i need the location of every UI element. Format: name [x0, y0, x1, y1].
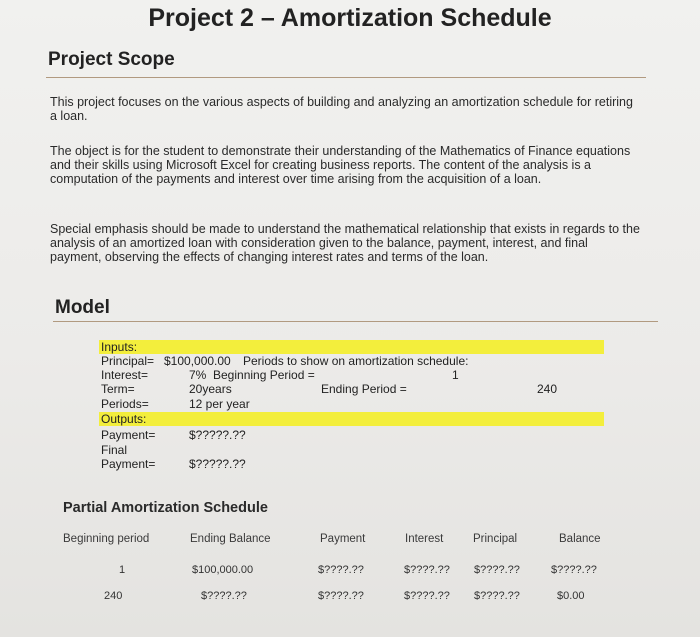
- periods-label: Periods=: [101, 397, 149, 411]
- table-row-1-period: 1: [119, 564, 126, 576]
- table-row-2-principal: $????.??: [474, 590, 520, 602]
- table-row-1-payment: $????.??: [318, 564, 364, 576]
- interest-value: 7%: [189, 368, 207, 382]
- beginning-period-value: 1: [452, 368, 459, 382]
- header-ending-balance: Ending Balance: [190, 533, 271, 545]
- header-balance: Balance: [559, 533, 601, 545]
- header-payment: Payment: [320, 533, 366, 545]
- table-row-2-balance: $0.00: [557, 590, 585, 602]
- term-label: Term=: [101, 382, 135, 396]
- principal-label: Principal=: [101, 354, 155, 368]
- interest-label: Interest=: [101, 368, 149, 382]
- scope-paragraph-3: Special emphasis should be made to understand the mathematical relationship that exists in regards to the analysis of an amortized loan with consideration given to the balance, payment, interest, and final payment, observing the effects of changing interest rates and terms of the loan.: [50, 222, 640, 264]
- final-payment-label: Payment=: [101, 457, 156, 471]
- final-payment-value: $?????.??: [189, 457, 246, 471]
- table-row-2-payment: $????.??: [318, 590, 364, 602]
- outputs-label: Outputs:: [101, 412, 147, 426]
- inputs-highlight: [99, 340, 604, 354]
- outputs-highlight: [99, 412, 604, 426]
- project-scope-heading: Project Scope: [48, 49, 175, 70]
- principal-value: $100,000.00: [164, 354, 231, 368]
- table-row-1-interest: $????.??: [404, 564, 450, 576]
- term-value: 20years: [189, 382, 232, 396]
- table-row-1-principal: $????.??: [474, 564, 520, 576]
- payment-value: $?????.??: [189, 428, 246, 442]
- header-beginning-period: Beginning period: [63, 533, 150, 545]
- table-row-1-ending-balance: $100,000.00: [192, 564, 254, 576]
- final-label: Final: [101, 443, 128, 457]
- periods-to-show-label: Periods to show on amortization schedule:: [243, 354, 469, 368]
- payment-label: Payment=: [101, 428, 156, 442]
- table-row-2-interest: $????.??: [404, 590, 450, 602]
- table-row-2-ending-balance: $????.??: [201, 590, 247, 602]
- schedule-title: Partial Amortization Schedule: [63, 500, 268, 516]
- model-divider: [53, 321, 658, 322]
- periods-value: 12 per year: [189, 397, 250, 411]
- scope-paragraph-2: The object is for the student to demonstrate their understanding of the Mathematics of Finance equations and their skills using Microsoft Excel for creating business reports. The content of the analysis is a computation of the payments and interest over time arising from the acquisition of a loan.: [50, 144, 631, 186]
- scope-paragraph-1: This project focuses on the various aspects of building and analyzing an amortization schedule for retiring a loan.: [50, 95, 633, 123]
- header-interest: Interest: [405, 533, 444, 545]
- beginning-period-label: Beginning Period =: [213, 368, 315, 382]
- model-heading: Model: [55, 297, 110, 318]
- page-title: Project 2 – Amortization Schedule: [148, 4, 552, 32]
- inputs-label: Inputs:: [101, 340, 138, 354]
- header-principal: Principal: [473, 533, 518, 545]
- ending-period-value: 240: [537, 382, 558, 396]
- table-row-2-period: 240: [104, 590, 123, 602]
- project-scope-divider: [46, 77, 646, 78]
- table-row-1-balance: $????.??: [551, 564, 597, 576]
- ending-period-label: Ending Period =: [321, 382, 407, 396]
